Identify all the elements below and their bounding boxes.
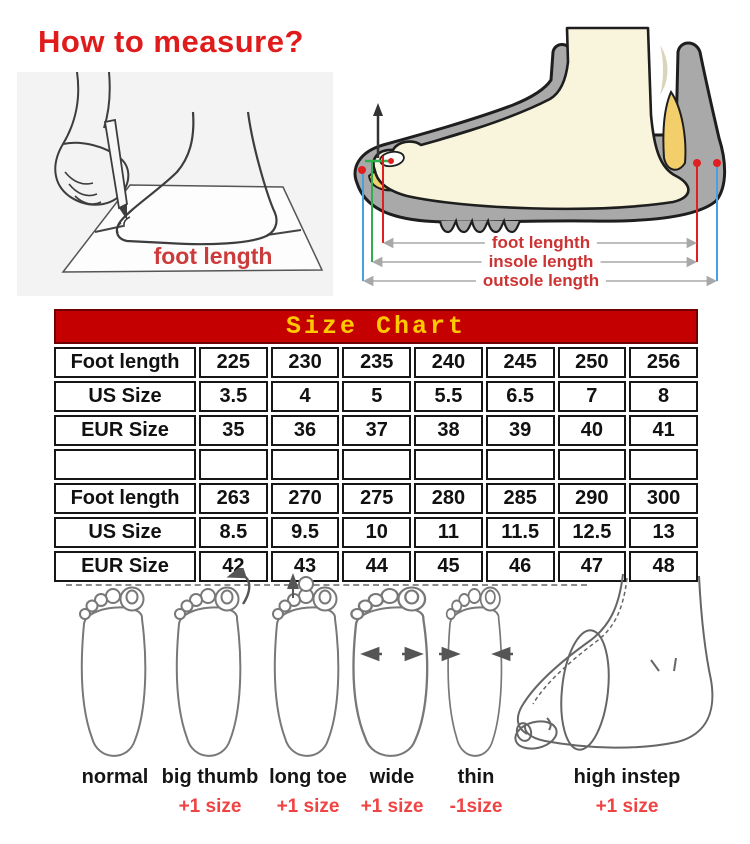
table-cell: 12.5 <box>558 517 627 548</box>
row-label: US Size <box>54 381 196 412</box>
foot-length-measure-label: foot lenghth <box>485 233 597 252</box>
row-label: Foot length <box>54 483 196 514</box>
table-cell: 285 <box>486 483 555 514</box>
foot-type-label-long-toe: long toe <box>269 766 347 788</box>
shoe-cross-section-diagram <box>345 0 750 300</box>
size-chart-table <box>51 306 701 585</box>
table-cell: 290 <box>558 483 627 514</box>
table-cell: 6.5 <box>486 381 555 412</box>
table-cell: 300 <box>629 483 698 514</box>
table-cell: 9.5 <box>271 517 340 548</box>
size-chart-header-row <box>54 309 698 344</box>
table-cell: 13 <box>629 517 698 548</box>
table-cell: 4 <box>271 381 340 412</box>
foot-type-label-big-thumb: big thumb <box>161 766 259 788</box>
size-adjustment-long-toe: +1 size <box>276 796 340 817</box>
table-cell: 45 <box>414 551 483 582</box>
foot-type-label-high-instep: high instep <box>573 766 681 788</box>
size-adjustment-high-instep: +1 size <box>595 796 659 817</box>
table-cell: 11 <box>414 517 483 548</box>
foot-type-label-wide: wide <box>369 766 415 788</box>
table-cell: 270 <box>271 483 340 514</box>
row-label: EUR Size <box>54 551 196 582</box>
size-adjustment-big-thumb: +1 size <box>178 796 242 817</box>
size-chart-title: Size Chart <box>54 309 698 344</box>
table-cell: 39 <box>486 415 555 446</box>
table-cell: 263 <box>199 483 268 514</box>
table-cell: 245 <box>486 347 555 378</box>
table-row-eur-size-1 <box>54 415 698 446</box>
table-cell: 8.5 <box>199 517 268 548</box>
table-cell: 47 <box>558 551 627 582</box>
foot-length-caption: foot length <box>153 243 273 269</box>
table-cell: 230 <box>271 347 340 378</box>
table-cell: 40 <box>558 415 627 446</box>
table-cell: 10 <box>342 517 411 548</box>
table-cell: 5 <box>342 381 411 412</box>
table-cell: 250 <box>558 347 627 378</box>
table-cell: 5.5 <box>414 381 483 412</box>
foot-type-label-normal: normal <box>81 766 149 788</box>
table-cell: 35 <box>199 415 268 446</box>
row-label: Foot length <box>54 347 196 378</box>
table-cell: 46 <box>486 551 555 582</box>
table-cell: 48 <box>629 551 698 582</box>
size-adjustment-thin: -1size <box>449 796 503 817</box>
table-cell: 43 <box>271 551 340 582</box>
table-cell: 8 <box>629 381 698 412</box>
table-cell: 44 <box>342 551 411 582</box>
table-cell: 7 <box>558 381 627 412</box>
foot-types-illustration <box>35 568 745 778</box>
table-cell: 11.5 <box>486 517 555 548</box>
outsole-length-measure-label: outsole length <box>476 271 606 290</box>
foot-type-label-thin: thin <box>457 766 495 788</box>
table-row-foot-length-1 <box>54 347 698 378</box>
page-title: How to measure? <box>38 24 304 59</box>
table-cell: 280 <box>414 483 483 514</box>
table-cell: 3.5 <box>199 381 268 412</box>
table-cell: 256 <box>629 347 698 378</box>
table-cell: 42 <box>199 551 268 582</box>
foot-shapes-drawing <box>35 568 745 778</box>
table-cell: 37 <box>342 415 411 446</box>
table-cell: 41 <box>629 415 698 446</box>
table-cell: 240 <box>414 347 483 378</box>
insole-length-measure-label: insole length <box>482 252 601 271</box>
table-cell: 225 <box>199 347 268 378</box>
table-cell: 36 <box>271 415 340 446</box>
table-row-foot-length-2 <box>54 483 698 514</box>
size-adjustment-wide: +1 size <box>360 796 424 817</box>
row-label: EUR Size <box>54 415 196 446</box>
table-cell: 235 <box>342 347 411 378</box>
table-row-us-size-1 <box>54 381 698 412</box>
row-label: US Size <box>54 517 196 548</box>
foot-tracing-illustration <box>17 72 333 296</box>
table-cell: 38 <box>414 415 483 446</box>
table-row-us-size-2 <box>54 517 698 548</box>
table-empty-row <box>54 449 698 480</box>
table-cell: 275 <box>342 483 411 514</box>
